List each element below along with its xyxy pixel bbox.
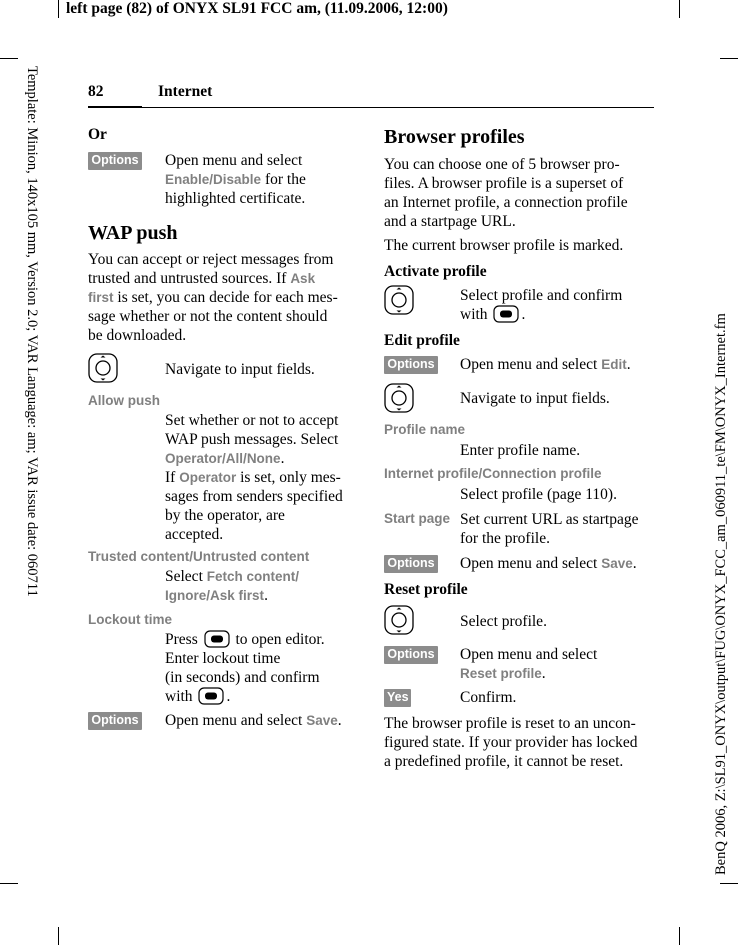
text: Set current URL as startpage [460, 511, 639, 528]
confirm-instruction: Confirm. [460, 689, 517, 706]
edit-instruction [460, 355, 631, 374]
text: Set whether or not to accept [165, 412, 339, 429]
text: WAP push messages. Select [165, 431, 339, 448]
navigation-key-icon [384, 605, 414, 635]
enable-option: Enable [165, 172, 210, 187]
crop-mark [0, 58, 18, 59]
text: Select profile and confirm [460, 287, 623, 304]
navigate-instruction: Navigate to input fields. [165, 361, 315, 378]
crop-mark [679, 927, 680, 945]
start-page-label: Start page [384, 511, 451, 526]
wap-push-heading: WAP push [88, 222, 178, 244]
operator-option: Operator [179, 470, 237, 485]
text: a predefined profile, it cannot be reset. [384, 753, 624, 770]
text: and a startpage URL. [384, 213, 516, 230]
text: is set, you can decide for each mes- [113, 289, 338, 306]
wap-push-intro [88, 250, 358, 345]
activate-profile-instruction [460, 286, 650, 324]
crop-mark [720, 58, 738, 59]
text: Press [165, 631, 198, 648]
text: Open menu and select [460, 646, 598, 663]
crop-mark [58, 927, 59, 945]
save-option: Save [306, 713, 338, 728]
text: figured state. If your provider has locked [384, 734, 638, 751]
profile-name-description: Enter profile name. [460, 442, 581, 459]
file-path-text: BenQ 2006, Z:\SL91_ONYX\output\FUG\ONYX_FCC_am_060911_te\FM\ONYX_Internet.fm [713, 313, 729, 875]
slash: / [206, 588, 211, 603]
text: by the operator, are [165, 507, 285, 524]
text: Open menu and select [460, 356, 602, 373]
browser-profiles-intro [384, 155, 654, 231]
text: . [632, 555, 637, 572]
text: . [626, 356, 631, 373]
allow-push-description [165, 411, 360, 544]
text: highlighted certificate. [165, 190, 306, 207]
activate-profile-heading: Activate profile [384, 263, 487, 280]
reset-profile-heading: Reset profile [384, 581, 468, 598]
trusted-content-description [165, 567, 360, 605]
select-profile-instruction: Select profile. [460, 613, 547, 630]
text: . [280, 450, 285, 467]
text: Open menu and select [165, 712, 307, 729]
slash: / [222, 451, 226, 466]
text: You can choose one of 5 browser pro- [384, 156, 620, 173]
internet-profile-description: Select profile (page 110). [460, 486, 617, 503]
print-header: left page (82) of ONYX SL91 FCC am, (11.09.2006, 12:00) [66, 0, 448, 17]
reset-outro [384, 714, 656, 771]
options-softkey[interactable]: Options [384, 555, 438, 573]
crop-mark [58, 0, 59, 18]
crop-mark [720, 883, 738, 884]
crop-mark [679, 0, 680, 18]
text: accepted. [165, 526, 224, 543]
certificate-instruction [165, 151, 355, 208]
options-softkey[interactable]: Options [88, 152, 142, 170]
center-key-icon [493, 305, 519, 323]
edit-profile-heading: Edit profile [384, 332, 460, 349]
save-instruction [460, 554, 637, 573]
text: . [541, 665, 546, 682]
text: (in seconds) and confirm [165, 669, 320, 686]
current-profile-note: The current browser profile is marked. [384, 237, 624, 254]
text: to open editor. [235, 631, 325, 648]
start-page-description [460, 510, 652, 548]
ask-first-option: Ask [290, 271, 316, 286]
ask-first-option: first [88, 290, 114, 305]
options-softkey[interactable]: Options [384, 356, 438, 374]
fetch-content-option: Fetch content [206, 569, 296, 584]
text: Open menu and select [460, 555, 602, 572]
trusted-content-label [88, 549, 309, 564]
reset-instruction [460, 645, 652, 683]
text: for the profile. [460, 530, 550, 547]
text: You can accept or reject messages from [88, 251, 334, 268]
options-softkey[interactable]: Options [88, 712, 142, 730]
text: . [264, 587, 268, 604]
lockout-time-description [165, 630, 360, 706]
text: . [226, 688, 231, 705]
slash: / [243, 451, 247, 466]
crop-mark [0, 883, 18, 884]
lockout-time-label: Lockout time [88, 612, 173, 627]
text: Select [165, 568, 207, 585]
operator-option: Operator [165, 451, 223, 466]
text: be downloaded. [88, 327, 187, 344]
text: . [337, 712, 342, 729]
all-option: All [225, 451, 244, 466]
center-key-icon [198, 687, 224, 705]
yes-softkey[interactable]: Yes [384, 689, 411, 707]
save-instruction [165, 711, 342, 730]
ignore-option: Ignore [165, 588, 207, 603]
text: trusted and untrusted sources. If [88, 270, 291, 287]
text: Open menu and select [165, 152, 303, 169]
disable-option: Disable [213, 172, 262, 187]
edit-option: Edit [601, 357, 627, 372]
text: sages from senders specified [165, 488, 343, 505]
text: . [521, 306, 526, 323]
text: is set, only mes- [236, 469, 341, 486]
reset-profile-option: Reset profile [460, 666, 542, 681]
text: Enter lockout time [165, 650, 281, 667]
text: an Internet profile, a connection profile [384, 194, 628, 211]
browser-profiles-heading: Browser profiles [384, 126, 525, 148]
text: If [165, 469, 180, 486]
profile-name-label: Profile name [384, 422, 466, 437]
text: with [165, 688, 193, 705]
slash: / [295, 569, 300, 584]
text: Connection profile [482, 466, 602, 481]
navigation-key-icon [88, 353, 118, 383]
running-head-rule [88, 107, 654, 108]
text: sage whether or not the content should [88, 308, 328, 325]
options-softkey[interactable]: Options [384, 646, 438, 664]
text: for the [261, 171, 306, 188]
text: Untrusted content [193, 549, 310, 564]
save-option: Save [601, 556, 633, 571]
text: Trusted content [88, 549, 190, 564]
template-margin-note: Template: Minion, 140x105 mm, Version 2.0; VAR Language: am; VAR issue date: 060711 [24, 66, 40, 597]
page-number: 82 [88, 83, 104, 100]
allow-push-label: Allow push [88, 393, 160, 408]
none-option: None [246, 451, 281, 466]
internet-profile-label [384, 466, 602, 481]
slash: / [478, 466, 483, 481]
slash: / [189, 549, 194, 564]
ask-first-option: Ask first [210, 588, 265, 603]
navigate-instruction: Navigate to input fields. [460, 390, 610, 407]
text: The browser profile is reset to an uncon- [384, 715, 636, 732]
text: files. A browser profile is a superset of [384, 175, 624, 192]
slash: / [209, 172, 214, 187]
text: with [460, 306, 488, 323]
running-head-rule-thick [88, 106, 142, 108]
text: Internet profile [384, 466, 479, 481]
center-key-icon [204, 630, 230, 648]
navigation-key-icon [384, 383, 414, 413]
chapter-title: Internet [158, 83, 213, 100]
navigation-key-icon [384, 285, 414, 315]
or-label: Or [88, 126, 107, 143]
